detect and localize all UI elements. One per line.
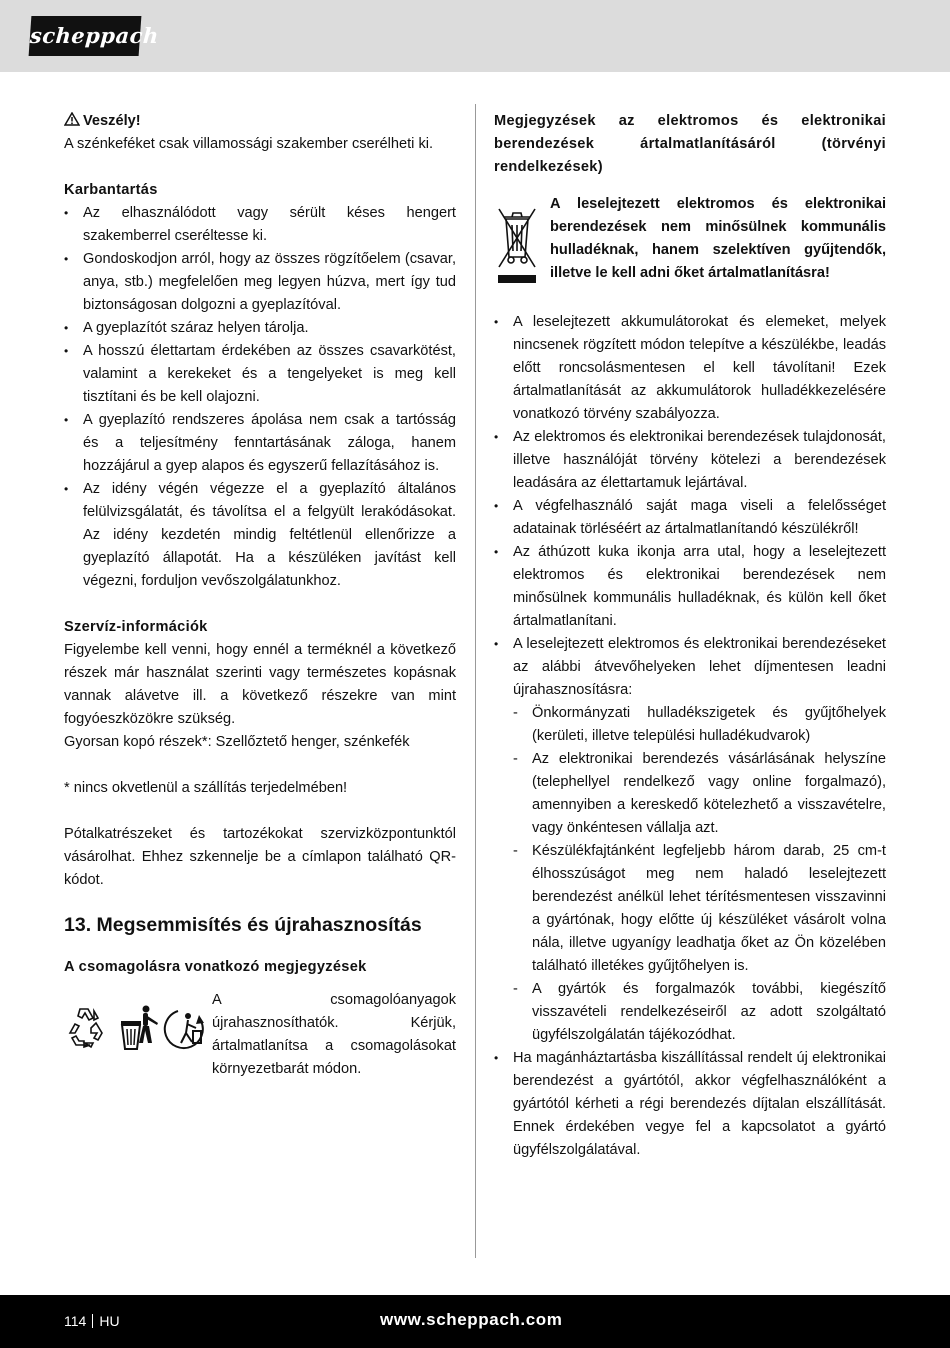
sub-list-item: - Készülékfajtánként legfeljebb három darab, 25 cm-t élhosszúságot meg nem haladó leselejtezett berendezést anélkül lehet térítésmentesen visszavinni a gyártónak, hogy előtte új készüléket vásárolt volna nála, illetve ugyanígy leadhatja őket az Ön közelében található illetékes gyűjtőhelyen is. — [513, 840, 886, 978]
weee-block — [494, 196, 886, 316]
footnote-text: * nincs okvetlenül a szállítás terjedelmében! — [64, 780, 348, 796]
website-link[interactable]: www.scheppach.com — [380, 1310, 563, 1329]
list-item: • A hosszú élettartam érdekében az összes csavarkötést, valamint a kerekeket és a tengelyeket is meg kell tisztítani és be kell olajozni. — [64, 340, 456, 409]
section-title: 13. Megsemmisítés és újrahasznosítás — [64, 914, 422, 936]
spare-parts-text: Pótalkatrészeket és tartozékokat szervizközpontunktól vásárolhat. Ehhez szkennelje be a címlapon található QR-kódot. — [64, 826, 456, 888]
weee-list — [494, 311, 886, 1162]
list-item: • A leselejtezett akkumulátorokat és elemeket, melyek nincsenek rögzített módon telepítve a készülékbe, leadás előtt roncsolásmentesen el kell távolítani! Ezek ártalmatlanítását az akkumulátorok hulladékkezelésére vonatkozó törvény szabályozza. — [494, 311, 886, 426]
list-item: • Gondoskodjon arról, hogy az összes rögzítőelem (csavar, anya, stb.) megfelelően meg legyen húzva, mert így tud biztonságosan dolgozni a gyeplazítóval. — [64, 248, 456, 317]
left-column — [64, 110, 456, 1089]
list-item: • Az elektromos és elektronikai berendezések tulajdonosát, illetve használóját törvény kötelezi a berendezések leadására az élettartamuk lejártával. — [494, 426, 886, 495]
packaging-block — [64, 989, 456, 1089]
list-item: • A gyeplazítót száraz helyen tárolja. — [64, 317, 456, 340]
list-item: • Az idény végén végezze el a gyeplazító általános felülvizsgálatát, és távolítsa el a felgyült lerakódásokat. Az idény kezdetén mindig feltétlenül ellenőrizze a gyeplazító állapotát. Ha a készüléken javítást kell végezni, forduljon vevőszolgálatunkhoz. — [64, 478, 456, 593]
footer-separator — [92, 1314, 93, 1328]
footer-page-info — [64, 1310, 120, 1332]
sub-list-item: - Önkormányzati hulladékszigetek és gyűjtőhelyek (kerületi, illetve települési hulladékudvarok) — [513, 702, 886, 748]
list-item — [494, 633, 886, 1047]
danger-title: Veszély! — [83, 113, 141, 129]
tidyman-bin-icon — [121, 1006, 158, 1050]
language-code: HU — [99, 1313, 120, 1329]
maintenance-list — [64, 202, 456, 593]
wear-parts-text: Gyorsan kopó részek*: Szellőztető henger, szénkefék — [64, 734, 410, 750]
recycling-icons — [66, 1003, 206, 1053]
sub-list-item: - A gyártók és forgalmazók további, kiegészítő visszavételi rendelkezéseiről az adott szolgáltató ügyfélszolgálatán tájékozódhat. — [513, 978, 886, 1047]
right-column — [494, 110, 886, 1162]
dispose-properly-icon — [165, 1011, 204, 1048]
warning-triangle-icon — [64, 112, 80, 126]
header-band — [0, 0, 950, 72]
sub-list-item: - Az elektronikai berendezés vásárlásának helyszíne (telephellyel rendelkező vagy online forgalmazó), amennyiben a kereskedő kötelezhető a visszavételre, vagy önkéntesen vállalja azt. — [513, 748, 886, 840]
recycle-symbol-icon — [70, 1009, 102, 1047]
footer — [0, 1295, 950, 1348]
column-divider — [475, 104, 476, 1258]
list-item: • A végfelhasználó saját maga viseli a felelősséget adatainak törléséért az ártalmatlanítandó készülékről! — [494, 495, 886, 541]
danger-text: A szénkeféket csak villamossági szakember cserélheti ki. — [64, 136, 434, 152]
scheppach-logo: scheppach — [29, 16, 142, 56]
danger-heading — [64, 110, 456, 133]
weee-title: Megjegyzések az elektromos és elektronikai berendezések ártalmatlanításáról (törvényi rendelkezések) — [494, 113, 886, 175]
maintenance-title: Karbantartás — [64, 182, 158, 198]
collection-points-list — [513, 702, 886, 1047]
service-text: Figyelembe kell venni, hogy ennél a terméknél a következő részek már használat szerinti vagy természetes kopásnak vannak alávetve ill. a következő részekre van mint fogyóeszközökre szükség. — [64, 642, 456, 727]
list-item-text: A leselejtezett elektromos és elektronikai berendezéseket az alábbi átvevőhelyeken lehet díjmentesen leadni újrahasznosításra: — [513, 636, 886, 698]
list-item: • A gyeplazító rendszeres ápolása nem csak a tartósság és a teljesítmény fenntartásának záloga, hanem hozzájárul a gyep alapos és egyszerű fellazításához is. — [64, 409, 456, 478]
list-item: • Ha magánháztartásba kiszállítással rendelt új elektronikai berendezést a gyártótól, akkor végfelhasználóként a gyártótól kérheti a régi berendezés díjtalan elszállítását. Ennek érdekében vegye fel a kapcsolatot a gyártó ügyfélszolgálatával. — [494, 1047, 886, 1162]
packaging-text: A csomagolóanyagok újrahasznosíthatók. Kérjük, ártalmatlanítsa a csomagolásokat környezetbarát módon. — [212, 992, 456, 1077]
weee-warning: A leselejtezett elektromos és elektronikai berendezések nem minősülnek kommunális hulladéknak, hanem szelektíven gyűjtendők, illetve le kell adni őket ártalmatlanításra! — [550, 196, 886, 281]
page-number: 114 — [64, 1313, 87, 1329]
service-title: Szervíz-információk — [64, 619, 208, 635]
list-item: • Az elhasználódott vagy sérült késes hengert szakemberrel cseréltesse ki. — [64, 202, 456, 248]
crossed-bin-icon — [496, 205, 538, 287]
packaging-title: A csomagolásra vonatkozó megjegyzések — [64, 959, 367, 975]
list-item: • Az áthúzott kuka ikonja arra utal, hogy a leselejtezett elektromos és elektronikai berendezések nem minősülnek kommunális hulladéknak, és külön kell őket ártalmatlanítani. — [494, 541, 886, 633]
